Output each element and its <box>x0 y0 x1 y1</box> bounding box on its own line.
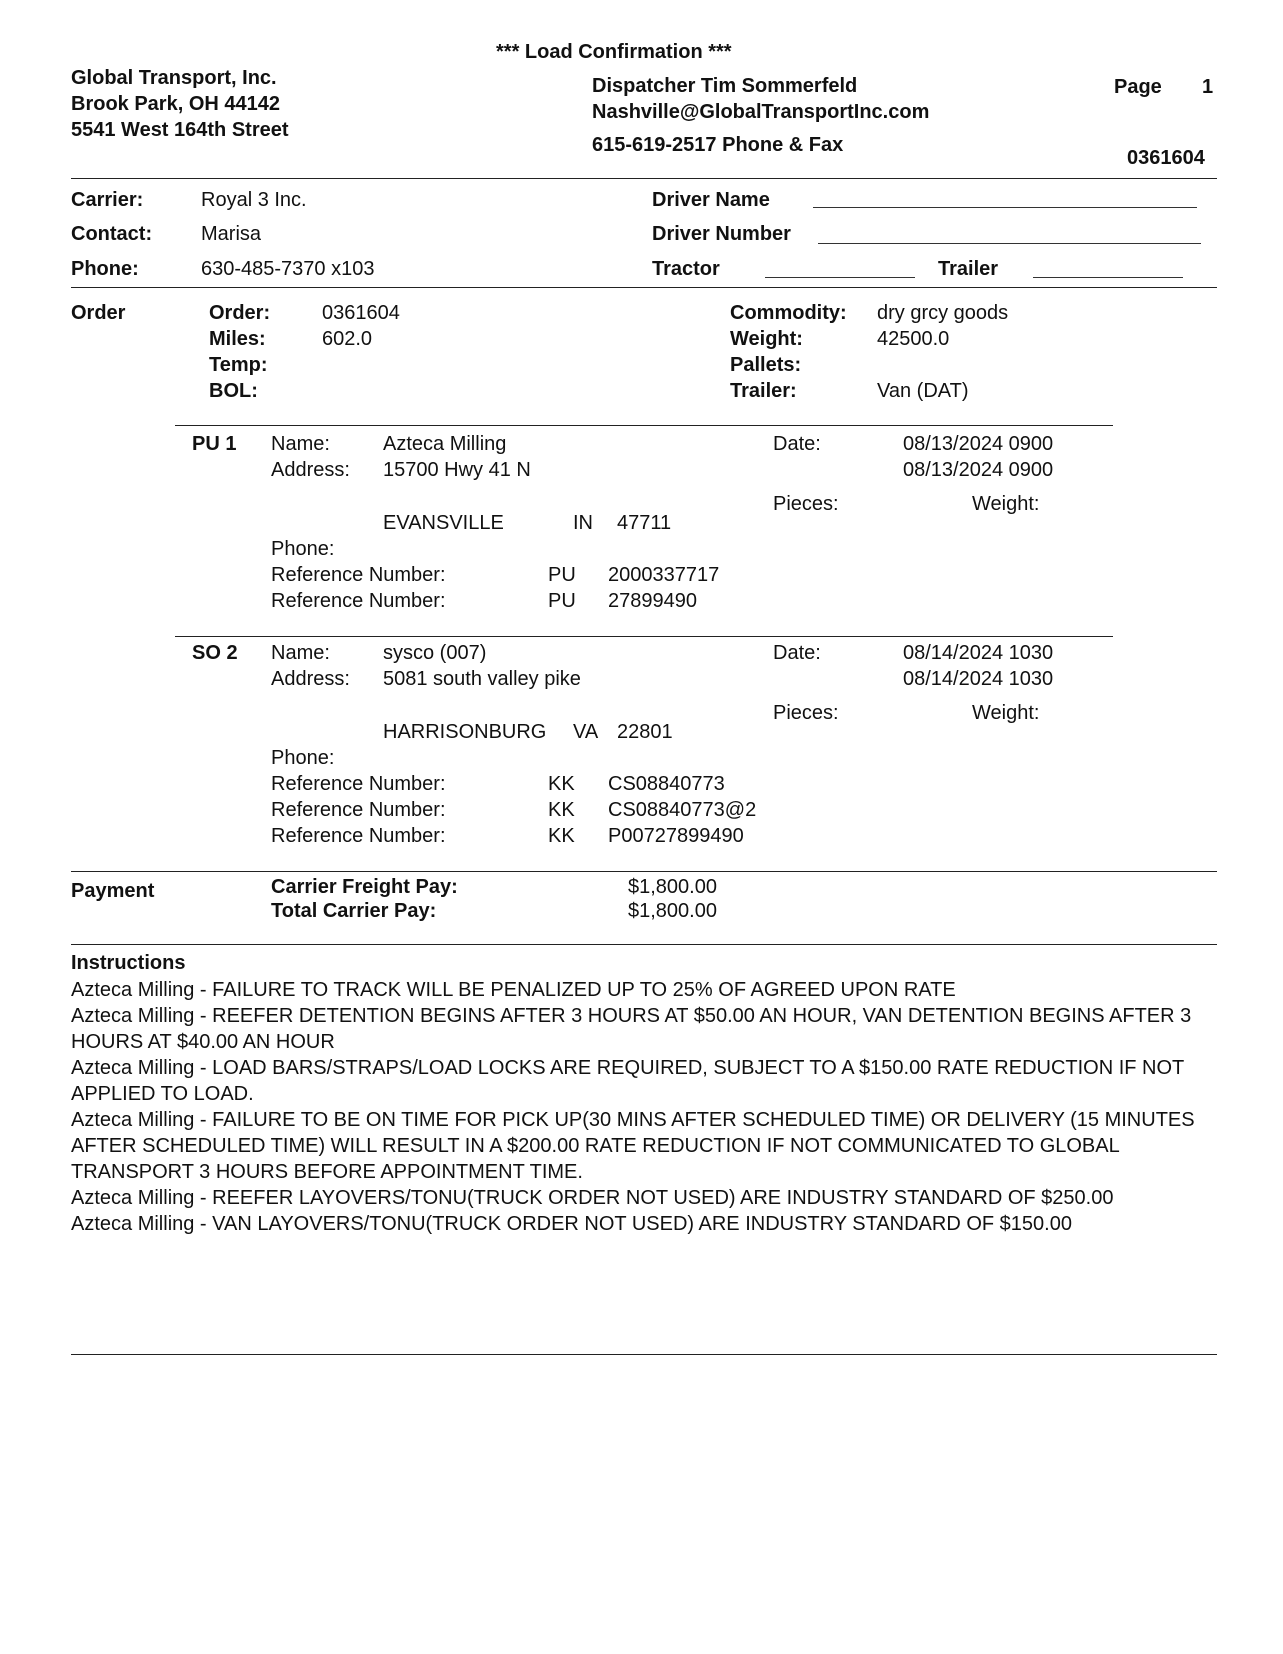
order-section-label: Order <box>71 302 126 324</box>
stop-1-name: Azteca Milling <box>383 433 507 455</box>
commodity-label: Commodity: <box>730 302 847 324</box>
stop-2-date-2: 08/14/2024 1030 <box>903 668 1054 690</box>
stop-1-name-label: Name: <box>271 433 330 455</box>
stop-1-pieces-label: Pieces: <box>773 493 839 515</box>
stop-2-name: sysco (007) <box>383 642 487 664</box>
stop-2-address-label: Address: <box>271 668 350 690</box>
document-number: 0361604 <box>1127 147 1205 169</box>
company-name: Global Transport, Inc. <box>71 67 277 89</box>
carrier-value: Royal 3 Inc. <box>201 189 307 211</box>
stop-1-date-label: Date: <box>773 433 821 455</box>
pallets-label: Pallets: <box>730 354 802 376</box>
stop-2-pieces-label: Pieces: <box>773 702 839 724</box>
miles-value: 602.0 <box>322 328 373 350</box>
weight-value: 42500.0 <box>877 328 950 350</box>
bol-label: BOL: <box>209 380 258 402</box>
instruction-line: Azteca Milling - REEFER LAYOVERS/TONU(TRUCK ORDER NOT USED) ARE INDUSTRY STANDARD OF $250.00 <box>71 1187 1114 1209</box>
stop-1-address-label: Address: <box>271 459 350 481</box>
stop-1-ref-2-value: 27899490 <box>608 590 697 612</box>
instruction-line: Azteca Milling - FAILURE TO BE ON TIME FOR PICK UP(30 MINS AFTER SCHEDULED TIME) OR DELIVERY (15 MINUTES AFTER SCHEDULED TIME) WILL RESULT IN A $200.00 RATE REDUCTION IF NOT COMMUNICATED TO GLOBAL TRANSPORT 3 HOURS BEFORE APPOINTMENT TIME. <box>71 1109 1195 1183</box>
driver-name-label: Driver Name <box>652 189 770 211</box>
stop-1-city: EVANSVILLE <box>383 512 504 534</box>
stop-2-state: VA <box>573 721 599 743</box>
stop-1-phone-label: Phone: <box>271 538 335 560</box>
stop-2-ref-1-type: KK <box>548 773 575 795</box>
instructions-divider <box>71 944 1217 945</box>
stop-2-ref-2-type: KK <box>548 799 575 821</box>
stop-2-weight-label: Weight: <box>972 702 1040 724</box>
stop-1-state: IN <box>573 512 593 534</box>
stop-2-ref-1-label: Reference Number: <box>271 773 446 795</box>
stop-1-address: 15700 Hwy 41 N <box>383 459 531 481</box>
stop-1-code: PU 1 <box>192 433 237 455</box>
stop-2-date-label: Date: <box>773 642 821 664</box>
driver-name-line <box>813 207 1197 208</box>
stop-1-ref-1-type: PU <box>548 564 576 586</box>
stop-1-ref-2-label: Reference Number: <box>271 590 446 612</box>
stop-1-ref-1-label: Reference Number: <box>271 564 446 586</box>
dispatcher-name: Dispatcher Tim Sommerfeld <box>592 75 858 97</box>
instructions-heading: Instructions <box>71 952 186 974</box>
total-pay-label: Total Carrier Pay: <box>271 900 437 922</box>
stop-1-ref-2-type: PU <box>548 590 576 612</box>
contact-label: Contact: <box>71 223 153 245</box>
stop-2-name-label: Name: <box>271 642 330 664</box>
payment-divider <box>71 871 1217 872</box>
company-street: 5541 West 164th Street <box>71 119 289 141</box>
phone-label: Phone: <box>71 258 139 280</box>
instructions-list <box>71 977 1231 1237</box>
stop-2-code: SO 2 <box>192 642 238 664</box>
order-trailer-value: Van (DAT) <box>877 380 969 402</box>
tractor-label: Tractor <box>652 258 720 280</box>
stop-2-ref-3-type: KK <box>548 825 575 847</box>
stop-1-ref-1-value: 2000337717 <box>608 564 720 586</box>
page-label: Page <box>1114 76 1162 98</box>
contact-value: Marisa <box>201 223 262 245</box>
stop-1-divider <box>175 425 1113 426</box>
stop-1-weight-label: Weight: <box>972 493 1040 515</box>
driver-number-line <box>818 243 1201 244</box>
stop-2-date-1: 08/14/2024 1030 <box>903 642 1054 664</box>
stop-1-date-1: 08/13/2024 0900 <box>903 433 1054 455</box>
stop-2-divider <box>175 636 1113 637</box>
payment-section-label: Payment <box>71 880 155 902</box>
trailer-label: Trailer <box>938 258 999 280</box>
footer-divider <box>71 1354 1217 1355</box>
instruction-line: Azteca Milling - FAILURE TO TRACK WILL BE PENALIZED UP TO 25% OF AGREED UPON RATE <box>71 979 956 1001</box>
stop-2-ref-1-value: CS08840773 <box>608 773 725 795</box>
dispatcher-email: Nashville@GlobalTransportInc.com <box>592 101 930 123</box>
instruction-line: Azteca Milling - LOAD BARS/STRAPS/LOAD LOCKS ARE REQUIRED, SUBJECT TO A $150.00 RATE REDUCTION IF NOT APPLIED TO LOAD. <box>71 1057 1184 1105</box>
stop-1-zip: 47711 <box>617 512 672 534</box>
total-pay-value: $1,800.00 <box>628 900 717 922</box>
phone-value: 630-485-7370 x103 <box>201 258 375 280</box>
trailer-line <box>1033 277 1183 278</box>
carrier-divider <box>71 287 1217 288</box>
freight-pay-value: $1,800.00 <box>628 876 717 898</box>
stop-2-ref-2-value: CS08840773@2 <box>608 799 757 821</box>
header-divider <box>71 178 1217 179</box>
order-value: 0361604 <box>322 302 400 324</box>
instruction-line: Azteca Milling - VAN LAYOVERS/TONU(TRUCK ORDER NOT USED) ARE INDUSTRY STANDARD OF $150.00 <box>71 1213 1072 1235</box>
dispatcher-phone: 615-619-2517 Phone & Fax <box>592 134 844 156</box>
miles-label: Miles: <box>209 328 266 350</box>
tractor-line <box>765 277 915 278</box>
stop-2-zip: 22801 <box>617 721 673 743</box>
stop-2-phone-label: Phone: <box>271 747 335 769</box>
temp-label: Temp: <box>209 354 268 376</box>
carrier-label: Carrier: <box>71 189 144 211</box>
stop-2-ref-2-label: Reference Number: <box>271 799 446 821</box>
document-title: *** Load Confirmation *** <box>496 41 732 63</box>
order-label: Order: <box>209 302 271 324</box>
stop-2-ref-3-value: P00727899490 <box>608 825 744 847</box>
freight-pay-label: Carrier Freight Pay: <box>271 876 458 898</box>
instruction-line: Azteca Milling - REEFER DETENTION BEGINS AFTER 3 HOURS AT $50.00 AN HOUR, VAN DETENTION BEGINS AFTER 3 HOURS AT $40.00 AN HOUR <box>71 1005 1192 1053</box>
driver-number-label: Driver Number <box>652 223 791 245</box>
stop-1-date-2: 08/13/2024 0900 <box>903 459 1054 481</box>
company-city: Brook Park, OH 44142 <box>71 93 280 115</box>
stop-2-address: 5081 south valley pike <box>383 668 581 690</box>
stop-2-city: HARRISONBURG <box>383 721 547 743</box>
page-number: 1 <box>1202 76 1214 98</box>
order-trailer-label: Trailer: <box>730 380 797 402</box>
commodity-value: dry grcy goods <box>877 302 1009 324</box>
stop-2-ref-3-label: Reference Number: <box>271 825 446 847</box>
weight-label: Weight: <box>730 328 803 350</box>
